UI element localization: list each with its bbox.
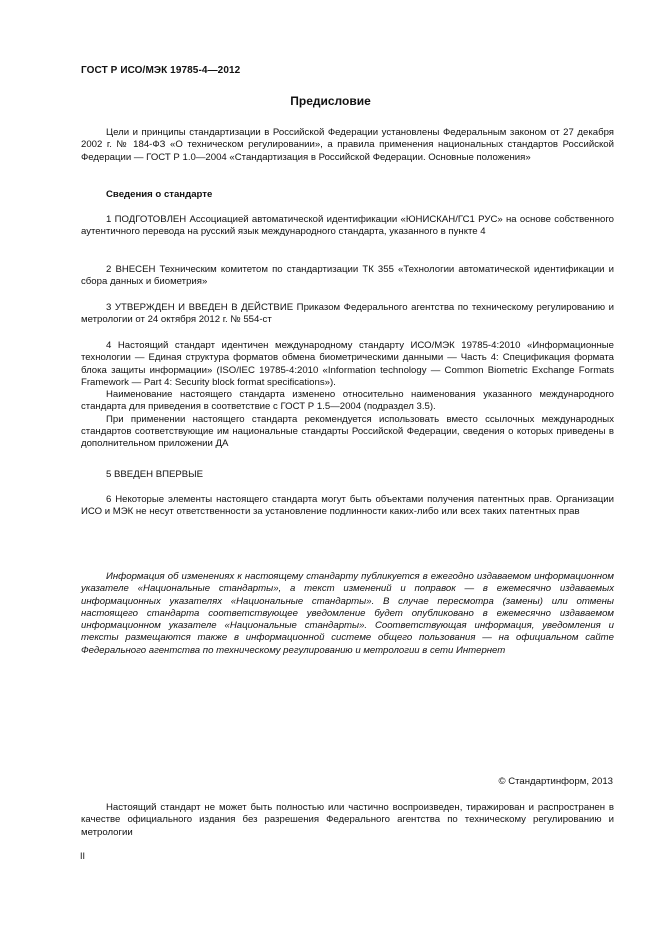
info-notice-block	[81, 571, 614, 657]
item-4-paragraph-2: Наименование настоящего стандарта изменено относительно наименования указанного международного стандарта для приведения в соответствие с ГОСТ Р 1.5—2004 (подраздел 3.5).	[81, 389, 614, 413]
section-heading-block	[81, 189, 614, 201]
item-6-block	[81, 494, 614, 519]
item-1-block	[81, 214, 614, 239]
item-5-block	[81, 469, 614, 481]
copyright: © Стандартинформ, 2013	[498, 776, 613, 787]
standard-code: ГОСТ Р ИСО/МЭК 19785-4—2012	[81, 65, 241, 76]
reproduction-notice: Настоящий стандарт не может быть полностью или частично воспроизведен, тиражирован и распространен в качестве официального издания без разрешения Федерального агентства по техническому регулированию и метрологии	[81, 802, 614, 838]
item-3-block	[81, 302, 614, 327]
item-5: 5 ВВЕДЕН ВПЕРВЫЕ	[106, 469, 204, 480]
item-3: 3 УТВЕРЖДЕН И ВВЕДЕН В ДЕЙСТВИЕ Приказом Федерального агентства по техническому регулированию и метрологии от 24 октября 2012 г. № 554-ст	[81, 302, 614, 326]
item-1: 1 ПОДГОТОВЛЕН Ассоциацией автоматической идентификации «ЮНИСКАН/ГС1 РУС» на основе собственного аутентичного перевода на русский язык международного стандарта, указанного в пункте 4	[81, 214, 614, 238]
item-4-block	[81, 340, 614, 451]
item-4-paragraph-1: 4 Настоящий стандарт идентичен международному стандарту ИСО/МЭК 19785-4:2010 «Информационные технологии — Единая структура форматов обмена биометрическими данными — Часть 4: Спецификация формата блока защиты информации» (ISO/IEC 19785-4:2010 «Information technology — Common Biometric Exchange Formats Framework — Part 4: Security block format specifications»).	[81, 340, 614, 388]
info-notice: Информация об изменениях к настоящему стандарту публикуется в ежегодно издаваемом информационном указателе «Национальные стандарты», а текст изменений и поправок — в ежемесячно издаваемых информационных указателях «Национальные стандарты». В случае пересмотра (замены) или отмены настоящего стандарта соответствующее уведомление будет опубликовано в ежемесячно издаваемом информационном указателе «Национальные стандарты». Соответствующая информация, уведомления и тексты размещаются также в информационной системе общего пользования — на официальном сайте Федерального агентства по техническому регулированию и метрологии в сети Интернет	[81, 571, 614, 656]
item-2: 2 ВНЕСЕН Техническим комитетом по стандартизации ТК 355 «Технологии автоматической идентификации и сбора данных и биометрия»	[81, 264, 614, 288]
page-title: Предисловие	[290, 94, 371, 108]
intro-block	[81, 127, 614, 164]
page-number: II	[80, 851, 86, 861]
intro-paragraph: Цели и принципы стандартизации в Российской Федерации установлены Федеральным законом от 27 декабря 2002 г. № 184-ФЗ «О техническом регулировании», а правила применения национальных стандартов Российской Федерации — ГОСТ Р 1.0—2004 «Стандартизация в Российской Федерации. Основные положения»	[81, 127, 614, 163]
reproduction-notice-block	[81, 802, 614, 839]
item-4-paragraph-3: При применении настоящего стандарта рекомендуется использовать вместо ссылочных международных стандартов соответствующие им национальные стандарты Российской Федерации, сведения о которых приведены в дополнительном приложении ДА	[81, 413, 614, 450]
item-6: 6 Некоторые элементы настоящего стандарта могут быть объектами получения патентных прав. Организации ИСО и МЭК не несут ответственности за установление подлинности каких-либо или всех таких патентных прав	[81, 494, 614, 518]
item-2-block	[81, 264, 614, 289]
section-heading: Сведения о стандарте	[106, 189, 213, 200]
